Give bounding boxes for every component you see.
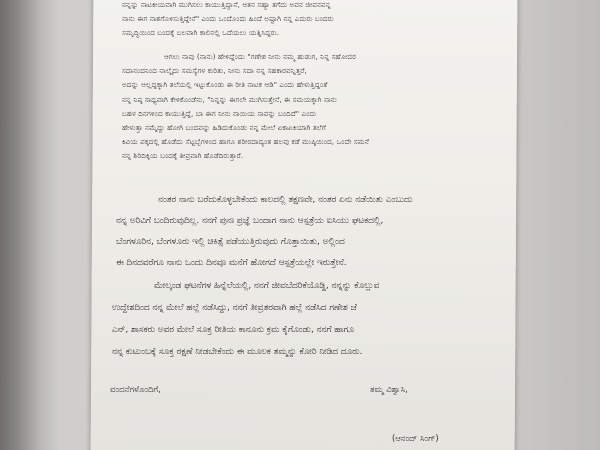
text-line: ನನ್ನ ಕುಟುಂಬಕ್ಕೆ ಸೂಕ್ತ ರಕ್ಷಣೆ ನೀಡಬೇಕೆಂದು ಈ ಮೂಲಕ ತಮ್ಮನ್ನು ಕೋರಿ ನೀಡಿದ ದೂರು.	[112, 347, 363, 357]
text-line: ಎನ್, ಶಾಸಕರು ಅವರ ಮೇಲೆ ಸೂಕ್ತ ರೀತಿಯ ಕಾನೂನು ಕ್ರಮ ಕೈಗೊಂಡು, ನನಗೆ ಹಾಗೂ	[112, 325, 354, 335]
text-line: ನನ್ನ ಶಿರಿದಿಕ್ಕಿಯ ಬಂದಕ್ಕೆ ತೀವ್ರವಾಗಿ ಹೊಡೆದಿರುತ್ತಾರೆ.	[122, 151, 244, 161]
text-line: ಮೇಲ್ಕಂಡ ಘಟನೆಗಳ ಹಿನ್ನೆಲೆಯಲ್ಲಿ, ನನಗೆ ಜೀವಬೆದರಿಕೆಯೊಡ್ಡಿ, ನನ್ನನ್ನು ಕೊಲ್ಲುವ	[154, 281, 380, 291]
paragraph-4	[112, 275, 379, 363]
paragraph-1	[122, 0, 334, 41]
closing-regards: ತಮ್ಮ ವಿಶ್ವಾಸಿ,	[370, 384, 408, 394]
paragraph-2	[122, 50, 369, 164]
text-line: ನನ್ನ ನಿಷ್ಠ ಸಾಧ್ಯವಾಗಿ ಕೇಳಿಕೊಂಡೆನು, "ನಿನ್ನನ್ನು ಈಗಲೇ ಮುಗಿಸುತ್ತೇನೆ, ಈ ಸಮಯಕ್ಕಾಗಿ ನಾನು	[122, 94, 337, 104]
signature-name: (ಆನಂದ್ ಸಿಂಗ್)	[392, 433, 439, 443]
closing-greeting: ವಂದನೆಗಳೊಂದಿಗೆ,	[110, 384, 161, 394]
text-line: ಅದನ್ನು ಆಲ್ಲದ್ದಕ್ಕಾಗಿ ತಲೆಯಲ್ಲಿ ಇಟ್ಟುಕೊಂಡು ಈ ರೀತಿ ನಾಟಕ ಆಡಿ" ಎಂದು ಹೇಳುತ್ತಿದ್ದಂತೆ	[122, 80, 328, 90]
text-line: ಕಿವಿಯ ಪಕ್ಕದಲ್ಲಿ ಹೊಡೆದು ಸೆಟ್ಟಬ್ಬೆಗಳಿಂದ ಹಾಗೂ ಶರೀರದಾದ್ಯಂತ ಹಲವು ಕಡೆ ಮುಷ್ಠಿಯಿಂದ, ಒಂದೇ ಸಮನೆ	[122, 137, 370, 147]
text-line: ನನ್ನ ಅರಿವಿಗೆ ಬಂದಿರುವುದಿಲ್ಲ. ನನಗೆ ಪುನಃ ಪ್ರಜ್ಞೆ ಬಂದಾಗ ನಾನು ಆಸ್ಪತ್ರೆಯ ಐಸಿಯು ಘಟಕದಲ್ಲಿ,	[116, 216, 384, 226]
text-line: ಹೇಳುತ್ತಾ ನಮ್ಮೆದ್ದು ಹೋಗಿ ಬಂದವನ್ನು ಹಿಡಿದುಕೊಂಡು ನನ್ನ ಮೇಲೆ ಏಕಾಏಕಿಯಾಗಿ ತಲೆಗೆ	[122, 123, 326, 133]
text-line: ನಾನು ಈಗ ನಾಶಗೊಳಿಸುತ್ತಿದ್ದೇನೆ" ಎಂದು ಒಂದೊಂದು ಹಿಂದೆ ಅಷ್ಟಾಗಿ ನನ್ನ ಎದುರು ಬಂದರು	[122, 14, 334, 24]
text-line: ನಂತರ ನಾನು ಬರೆದುಕೊಳ್ಳಬೇಕೆಂದು ಕಾಲದಲ್ಲಿ ತಕ್ಷಣವೇ, ನಂತರ ಏನು ನಡೆಯಿತು ಎಂಬುದು	[158, 195, 413, 205]
background-surface	[514, 0, 600, 450]
text-line: ಸದಾನಂದನಿಂದ ನಾಲ್ಕೈದು ಸಮಸ್ಯೆಗಳ ಕುರಿತು, ನೀನು ಸದಾ ನನ್ನ ಸಹಕಾರವನ್ನಿತ್ತರೆ,	[122, 66, 307, 76]
text-line: ಈ ದಿನದವರೆಗೂ ನಾನು ಒಂದು ದಿನವೂ ಮನೆಗೆ ಹೋಗದೆ ಆಸ್ಪತ್ರೆಯಲ್ಲೇ ಇರುತ್ತೇನೆ.	[116, 258, 347, 268]
text-line: ಬೆಂಗಳೂರಿನ, ಬೆಂಗಳೂರು ಇಲ್ಲಿ ಚಿಕಿತ್ಸೆ ಪಡೆಯುತ್ತಿರುವುದು ಗೊತ್ತಾಯಿತು, ಅಲ್ಲಿಂದ	[116, 237, 345, 247]
text-line: ನನ್ನನ್ನು ನಾಟಕೀಯವಾಗಿ ಮುಗಿಸಲು ಕಾಯುತ್ತಿದ್ದಾನೆ, ಆತನ ಸಹ್ಯಾ ತಗೆದು ಅವನ ಜೀವನವನ್ನ	[122, 0, 331, 9]
text-line: ಆಗಲು ನಾವು (ನಾನು) ಹೇಳಿದ್ದೆಂದು "ಗಣೇಶ ನೀನು ನಮ್ಮ ಹುಡುಗ, ನಿನ್ನ ಸಹೋದರ	[164, 52, 356, 61]
text-line: ಉದ್ದೇಶದಿಂದ ನನ್ನ ಮೇಲೆ ಹಲ್ಲೆ ನಡೆಸಿದ್ದು, ನನಗೆ ತೀವ್ರತರವಾಗಿ ಹಲ್ಲೆ ನಡೆಸಿದ ಗಣೇಶ ಜೆ	[112, 303, 357, 313]
text-line: ಸಮೃದ್ಧಿಯಿಂದ ಬಂದಕ್ಕೆ ಬಲವಾಗಿ ಕಾಲಿನಲ್ಲಿ ಒದೆಯಲು ಯತ್ನಿಸಿದ್ದರು.	[122, 28, 280, 38]
paragraph-3	[116, 190, 413, 274]
text-line: ಬಹಳ ದಿನಗಳಿಂದ ಕಾಯುತ್ತಿದ್ದೆ, ಬಾ ಈಗ ನೀನು ನಾಯಿಯ ಸಾವನ್ನು ಬಂದಿದೆ" ಎಂದು	[122, 108, 317, 118]
